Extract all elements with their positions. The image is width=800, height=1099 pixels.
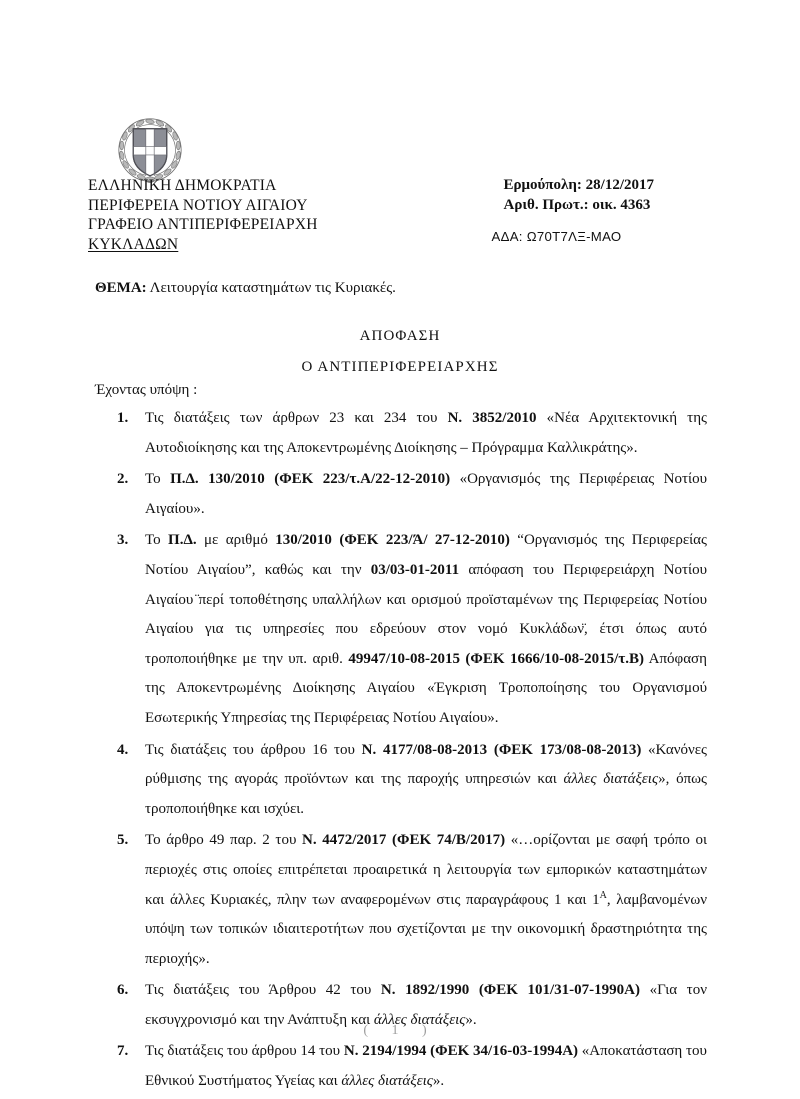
clause-number: 1. xyxy=(117,410,129,426)
decision-title: ΑΠΟΦΑΣΗ xyxy=(359,328,441,344)
clause-list xyxy=(95,404,707,1099)
clause-text: Τις διατάξεις των άρθρων 23 και 234 του Ν. 3852/2010 «Νέα Αρχιτεκτονική της Αυτοδιοίκησης και της Αποκεντρωμένης Διοίκησης – Πρόγραμμα Καλλικράτης». xyxy=(145,410,707,456)
protocol-number: Αριθ. Πρωτ.: οικ. 4363 xyxy=(503,196,651,213)
place-and-date: Ερμούπολη: 28/12/2017 xyxy=(503,177,654,193)
subject-label: ΘΕΜΑ: xyxy=(95,280,147,296)
authority-title: Ο ΑΝΤΙΠΕΡΙΦΕΡΕΙΑΡΧΗΣ xyxy=(301,359,499,375)
clause-number: 6. xyxy=(117,982,129,999)
clause-number: 5. xyxy=(117,832,129,849)
clause-text: Τις διατάξεις του Άρθρου 42 του Ν. 1892/1990 (ΦΕΚ 101/31-07-1990Α) «Για τον εκσυγχρονισμό και την Ανάπτυξη και άλλες διατάξεις». xyxy=(145,982,707,1028)
clause-item xyxy=(95,826,707,974)
clause-number: 4. xyxy=(117,741,129,758)
protocol-block xyxy=(491,176,654,244)
authority-line-1: ΕΛΛΗΝΙΚΗ ΔΗΜΟΚΡΑΤΙΑ xyxy=(88,177,277,194)
issuing-authority-block xyxy=(88,176,318,254)
authority-line-4: ΚΥΚΛΑΔΩΝ xyxy=(88,235,179,253)
clause-number: 2. xyxy=(117,471,129,488)
document-header xyxy=(88,176,712,254)
clause-item xyxy=(95,736,707,825)
subject-line xyxy=(95,278,396,298)
clause-item xyxy=(95,465,707,524)
clause-text: Το άρθρο 49 παρ. 2 του Ν. 4472/2017 (ΦΕΚ 74/Β/2017) «…ορίζονται με σαφή τρόπο οι περιοχές στις οποίες επιτρέπεται προαιρετικά η λειτουργία των εμπορικών καταστημάτων και άλλες Κυριακές, πλην των αναφερομένων στις παραγράφους 1 και $1^A$, λαμβανομένων υπόψη των τοπικών ιδιαιτεροτήτων που σχετίζονται με την οικονομική δραστηριότητα της περιοχής». xyxy=(145,832,707,967)
ada-code: ΑΔΑ: Ω70Τ7ΛΞ-ΜΑΟ xyxy=(491,229,622,244)
clause-text: Το Π.Δ. με αριθμό 130/2010 (ΦΕΚ 223/Ά/ 27-12-2010) “Οργανισμός της Περιφερείας Νοτίου Αιγαίου”, καθώς και την 03/03-01-2011 απόφαση του Περιφερειάρχη Νοτίου Αιγαίου ̈περί τοποθέτησης υπαλλήλων και ορισμού προϊσταμένων της Περιφερείας Νοτίου Αιγαίου για τις υπηρεσίες που εδρεύουν στον νομό Κυκλάδων̈, έτσι όπως αυτό τροποποιήθηκε με την υπ. αριθ. 49947/10-08-2015 (ΦΕΚ 1666/10-08-2015/τ.Β) Απόφαση της Αποκεντρωμένης Διοίκησης Αιγαίου «Έγκριση Τροποποίησης του Οργανισμού Εσωτερικής Υπηρεσίας της Περιφέρειας Νοτίου Αιγαίου». xyxy=(145,532,708,726)
title-block xyxy=(0,328,800,376)
clause-text: Τις διατάξεις του άρθρου 14 του Ν. 2194/1994 (ΦΕΚ 34/16-03-1994Α) «Αποκατάσταση του Εθνικού Συστήματος Υγείας και άλλες διατάξεις». xyxy=(145,1043,707,1090)
authority-line-2: ΠΕΡΙΦΕΡΕΙΑ ΝΟΤΙΟΥ ΑΙΓΑΙΟΥ xyxy=(88,196,308,214)
clause-number: 7. xyxy=(117,1043,129,1060)
clause-item xyxy=(95,526,707,733)
subject-text: Λειτουργία καταστημάτων τις Κυριακές. xyxy=(146,280,396,296)
clause-number: 3. xyxy=(117,532,129,549)
clause-text: Το Π.Δ. 130/2010 (ΦΕΚ 223/τ.Α/22-12-2010) «Οργανισμός της Περιφέρειας Νοτίου Αιγαίου». xyxy=(145,471,707,517)
clause-item xyxy=(95,404,707,463)
clause-item xyxy=(95,1037,707,1096)
clause-text: Τις διατάξεις του άρθρου 16 του Ν. 4177/08-08-2013 (ΦΕΚ 173/08-08-2013) «Κανόνες ρύθμισης της αγοράς προϊόντων και της παροχής υπηρεσιών και άλλες διατάξεις», όπως τροποποιήθηκε και ισχύει. xyxy=(145,741,707,817)
page-number: ( 1 ) xyxy=(363,1023,437,1038)
authority-line-3: ΓΡΑΦΕΙΟ ΑΝΤΙΠΕΡΙΦΕΡΕΙΑΡΧΗ xyxy=(88,216,318,233)
preamble-text: Έχοντας υπόψη : xyxy=(95,382,198,398)
